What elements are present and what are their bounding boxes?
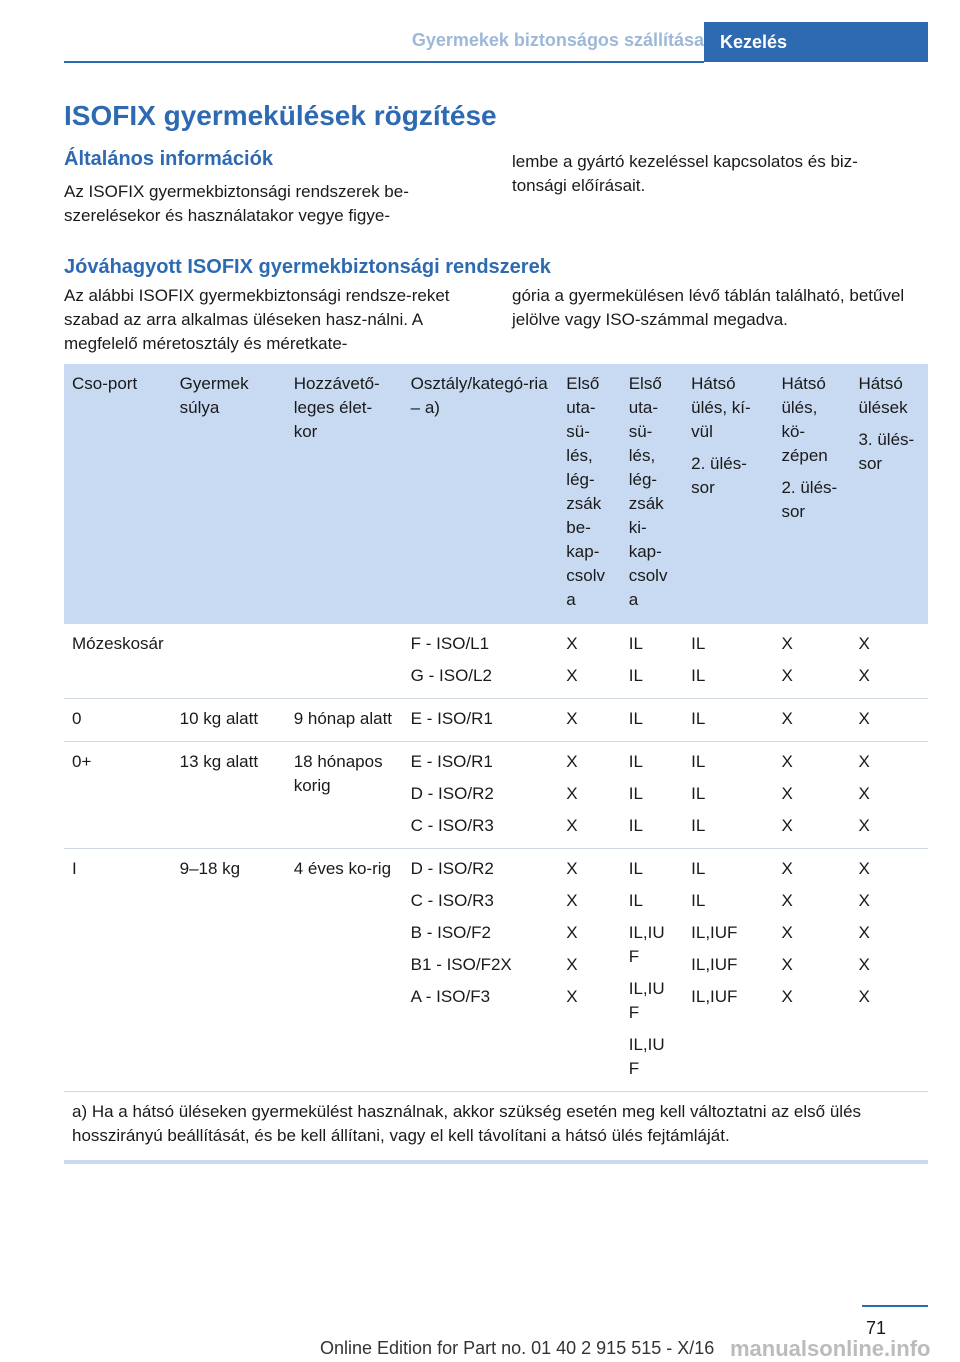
table-row xyxy=(64,742,928,849)
table-cell xyxy=(683,849,773,1092)
table-cell xyxy=(621,624,683,699)
cell-line: Hátsó ülés, kö-zépen xyxy=(781,374,828,465)
table-cell xyxy=(172,849,286,1092)
table-cell xyxy=(621,699,683,742)
cell-line: IL,IU F xyxy=(628,1035,665,1078)
cell-line: X xyxy=(781,955,793,974)
page-title: ISOFIX gyermekülések rögzítése xyxy=(64,100,497,131)
table-cell xyxy=(403,624,559,699)
cell-line: IL,IUF xyxy=(691,923,738,942)
cell-line: X xyxy=(858,752,870,771)
cell-line: X xyxy=(858,666,870,685)
cell-line: Mózeskosár xyxy=(72,634,164,653)
cell-line: F - ISO/L1 xyxy=(410,634,490,653)
cell-line: IL xyxy=(628,634,643,653)
cell-line: X xyxy=(858,955,870,974)
cell-line: D - ISO/R2 xyxy=(410,859,494,878)
cell-line: 13 kg alatt xyxy=(179,752,259,771)
cell-line: IL xyxy=(628,752,643,771)
column-header xyxy=(773,364,850,624)
cell-line: 10 kg alatt xyxy=(179,709,259,728)
cell-line: X xyxy=(566,709,578,728)
cell-line: X xyxy=(858,784,870,803)
isofix-table xyxy=(64,364,928,1164)
cell-line: B1 - ISO/F2X xyxy=(410,955,512,974)
cell-line: IL,IU F xyxy=(628,979,665,1022)
cell-line: IL,IU F xyxy=(628,923,665,966)
column-header xyxy=(403,364,559,624)
cell-line: X xyxy=(566,816,578,835)
cell-line: X xyxy=(781,987,793,1006)
cell-line: Hátsó ülés, kí-vül xyxy=(691,374,751,441)
table-cell xyxy=(403,849,559,1092)
table-cell xyxy=(403,742,559,849)
approved-systems-text-col1: Az alábbi ISOFIX gyermekbiztonsági rendsze-reket szabad az arra alkalmas üléseken hasz-nálni. A megfelelő méretosztály és méretkate- xyxy=(64,286,450,353)
header-chapter-tab: Kezelés xyxy=(704,22,928,62)
cell-line: 2. ülés-sor xyxy=(781,478,838,521)
cell-line: IL xyxy=(691,666,706,685)
cell-line: X xyxy=(858,859,870,878)
general-info-text-col2: lembe a gyártó kezeléssel kapcsolatos és biz-tonsági előírásait. xyxy=(512,152,858,195)
cell-line: IL xyxy=(691,709,706,728)
column-header xyxy=(621,364,683,624)
cell-line: 9 hónap alatt xyxy=(293,709,393,728)
cell-line: B - ISO/F2 xyxy=(410,923,491,942)
column-header xyxy=(850,364,928,624)
cell-line: E - ISO/R1 xyxy=(410,752,493,771)
table-cell xyxy=(773,624,850,699)
cell-line: IL,IUF xyxy=(691,955,738,974)
cell-line: X xyxy=(781,666,793,685)
cell-line: 0+ xyxy=(72,752,92,771)
column-header xyxy=(64,364,172,624)
table-cell xyxy=(172,742,286,849)
table-cell xyxy=(850,849,928,1092)
cell-line: IL xyxy=(691,816,706,835)
cell-line: X xyxy=(858,923,870,942)
table-cell xyxy=(64,699,172,742)
table-cell xyxy=(683,742,773,849)
cell-line: X xyxy=(858,891,870,910)
cell-line: IL xyxy=(691,752,706,771)
cell-line: IL xyxy=(691,634,706,653)
table-cell xyxy=(64,849,172,1092)
cell-line: X xyxy=(566,923,578,942)
cell-line: Hozzávető-leges élet-kor xyxy=(293,374,380,441)
cell-line: X xyxy=(781,923,793,942)
table-cell xyxy=(558,624,620,699)
cell-line: IL,IUF xyxy=(691,987,738,1006)
cell-line: X xyxy=(858,816,870,835)
table-cell xyxy=(172,624,286,699)
cell-line: IL xyxy=(691,859,706,878)
header-rule xyxy=(64,61,704,63)
table-footnote: a) Ha a hátsó üléseken gyermekülést használnak, akkor szükség esetén meg kell változtatni az első ülés hosszirányú beállítását, és be kell állítani, vagy el kell távolítani a hátsó ülés fejtámláját. xyxy=(64,1092,928,1163)
cell-line: X xyxy=(781,859,793,878)
cell-line: X xyxy=(566,752,578,771)
page-number-rule xyxy=(862,1305,928,1307)
approved-systems-heading: Jóváhagyott ISOFIX gyermekbiztonsági rendszerek xyxy=(64,256,551,278)
cell-line: IL xyxy=(628,666,643,685)
general-info-text-col1: Az ISOFIX gyermekbiztonsági rendszerek be-szerelésekor és használatakor vegye figye- xyxy=(64,182,409,225)
cell-line: IL xyxy=(628,709,643,728)
cell-line: C - ISO/R3 xyxy=(410,891,494,910)
edition-info: Online Edition for Part no. 01 40 2 915 515 - X/16 xyxy=(320,1338,715,1358)
table-cell xyxy=(64,624,172,699)
cell-line: E - ISO/R1 xyxy=(410,709,493,728)
table-cell xyxy=(850,624,928,699)
table-cell xyxy=(558,742,620,849)
table-cell xyxy=(172,699,286,742)
cell-line: X xyxy=(566,666,578,685)
column-header xyxy=(286,364,403,624)
cell-line: G - ISO/L2 xyxy=(410,666,492,685)
cell-line: D - ISO/R2 xyxy=(410,784,494,803)
cell-line: 0 xyxy=(72,709,82,728)
table-cell xyxy=(773,742,850,849)
column-header xyxy=(558,364,620,624)
cell-line: Osztály/kategó-ria – a) xyxy=(410,374,548,417)
table-cell xyxy=(683,624,773,699)
approved-systems-text-col2: gória a gyermekülésen lévő táblán található, betűvel jelölve vagy ISO-számmal megadva. xyxy=(512,286,905,329)
cell-line: IL xyxy=(628,784,643,803)
table-cell xyxy=(558,849,620,1092)
cell-line: X xyxy=(858,987,870,1006)
cell-line: X xyxy=(781,709,793,728)
cell-line: IL xyxy=(628,816,643,835)
table-cell xyxy=(558,699,620,742)
table-cell xyxy=(286,624,403,699)
cell-line: 3. ülés-sor xyxy=(858,430,915,473)
cell-line: X xyxy=(781,816,793,835)
cell-line: Gyermek súlya xyxy=(179,374,249,417)
table-cell xyxy=(773,699,850,742)
column-header xyxy=(683,364,773,624)
page-header xyxy=(64,22,928,62)
table-cell xyxy=(621,849,683,1092)
table-row xyxy=(64,849,928,1092)
table-cell xyxy=(773,849,850,1092)
cell-line: Első uta-sü-lés, lég-zsák be-kap-csolv a xyxy=(566,374,606,609)
page-number: 71 xyxy=(865,1318,886,1338)
table-cell xyxy=(850,742,928,849)
table-cell xyxy=(403,699,559,742)
cell-line: C - ISO/R3 xyxy=(410,816,494,835)
cell-line: 4 éves ko-rig xyxy=(293,859,392,878)
table-cell xyxy=(286,742,403,849)
cell-line: Első uta-sü-lés, lég-zsák ki-kap-csolv a xyxy=(628,374,668,609)
table-cell xyxy=(64,742,172,849)
header-section-title: Gyermekek biztonságos szállítása xyxy=(411,30,704,50)
cell-line: I xyxy=(72,859,77,878)
table-cell xyxy=(286,849,403,1092)
general-info-heading: Általános információk xyxy=(64,148,273,170)
cell-line: 18 hónapos korig xyxy=(293,752,383,795)
watermark: manualsonline.info xyxy=(730,1336,931,1361)
table-footnote-row xyxy=(64,1092,928,1163)
cell-line: X xyxy=(566,634,578,653)
table-cell xyxy=(621,742,683,849)
cell-line: Cso-port xyxy=(72,374,138,393)
cell-line: X xyxy=(781,634,793,653)
column-header xyxy=(172,364,286,624)
cell-line: X xyxy=(781,784,793,803)
cell-line: X xyxy=(566,955,578,974)
cell-line: Hátsó ülések xyxy=(858,374,908,417)
table-row xyxy=(64,624,928,699)
cell-line: X xyxy=(566,859,578,878)
cell-line: X xyxy=(781,752,793,771)
cell-line: X xyxy=(858,634,870,653)
cell-line: IL xyxy=(628,891,643,910)
table-header-row xyxy=(64,364,928,624)
cell-line: IL xyxy=(691,891,706,910)
cell-line: IL xyxy=(628,859,643,878)
table-cell xyxy=(286,699,403,742)
table-cell xyxy=(850,699,928,742)
cell-line: X xyxy=(566,987,578,1006)
cell-line: IL xyxy=(691,784,706,803)
cell-line: X xyxy=(566,784,578,803)
cell-line: X xyxy=(566,891,578,910)
cell-line: A - ISO/F3 xyxy=(410,987,491,1006)
cell-line: 2. ülés-sor xyxy=(691,454,747,497)
cell-line: X xyxy=(858,709,870,728)
table-cell xyxy=(683,699,773,742)
cell-line: X xyxy=(781,891,793,910)
cell-line: 9–18 kg xyxy=(179,859,241,878)
table-row xyxy=(64,699,928,742)
